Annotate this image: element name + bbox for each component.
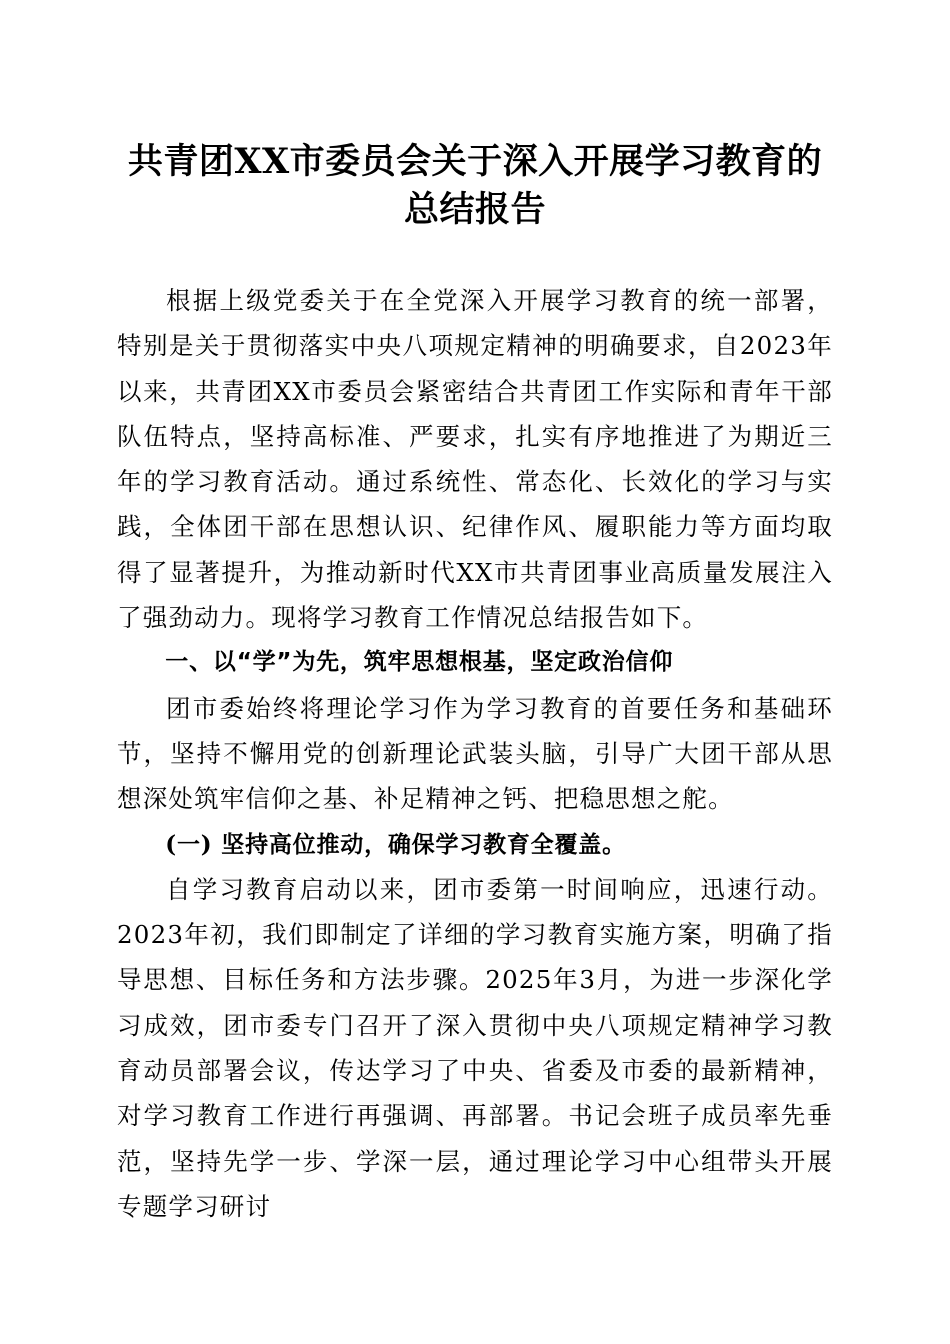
document-body <box>117 278 833 1229</box>
title-line-2: 总结报告 <box>403 189 546 230</box>
intro-paragraph: 根据上级党委关于在全党深入开展学习教育的统一部署，特别是关于贯彻落实中央八项规定精神的明确要求，自2023年以来，共青团XX市委员会紧密结合共青团工作实际和青年干部队伍特点，坚持高标准、严要求，扎实有序地推进了为期近三年的学习教育活动。通过系统性、常态化、长效化的学习与实践，全体团干部在思想认识、纪律作风、履职能力等方面均取得了显著提升，为推动新时代XX市共青团事业高质量发展注入了强劲动力。现将学习教育工作情况总结报告如下。 <box>117 286 833 633</box>
title-line-1: 共青团XX市委员会关于深入开展学习教育的 <box>127 141 823 182</box>
document-title <box>110 138 840 234</box>
section-1-heading: 一、以“学”为先，筑牢思想根基，坚定政治信仰 <box>165 649 674 676</box>
subsection-1-heading: (一) 坚持高位推动，确保学习教育全覆盖。 <box>165 830 626 858</box>
subsection-1-paragraph: 自学习教育启动以来，团市委第一时间响应，迅速行动。2023年初，我们即制定了详细的学习教育实施方案，明确了指导思想、目标任务和方法步骤。2025年3月，为进一步深化学习成效，团市委专门召开了深入贯彻中央八项规定精神学习教育动员部署会议，传达学习了中央、省委及市委的最新精神，对学习教育工作进行再强调、再部署。书记会班子成员率先垂范，坚持先学一步、学深一层，通过理论学习中心组带头开展专题学习研讨 <box>117 874 833 1221</box>
section-1-paragraph: 团市委始终将理论学习作为学习教育的首要任务和基础环节，坚持不懈用党的创新理论武装头脑，引导广大团干部从思想深处筑牢信仰之基、补足精神之钙、把稳思想之舵。 <box>117 693 833 814</box>
